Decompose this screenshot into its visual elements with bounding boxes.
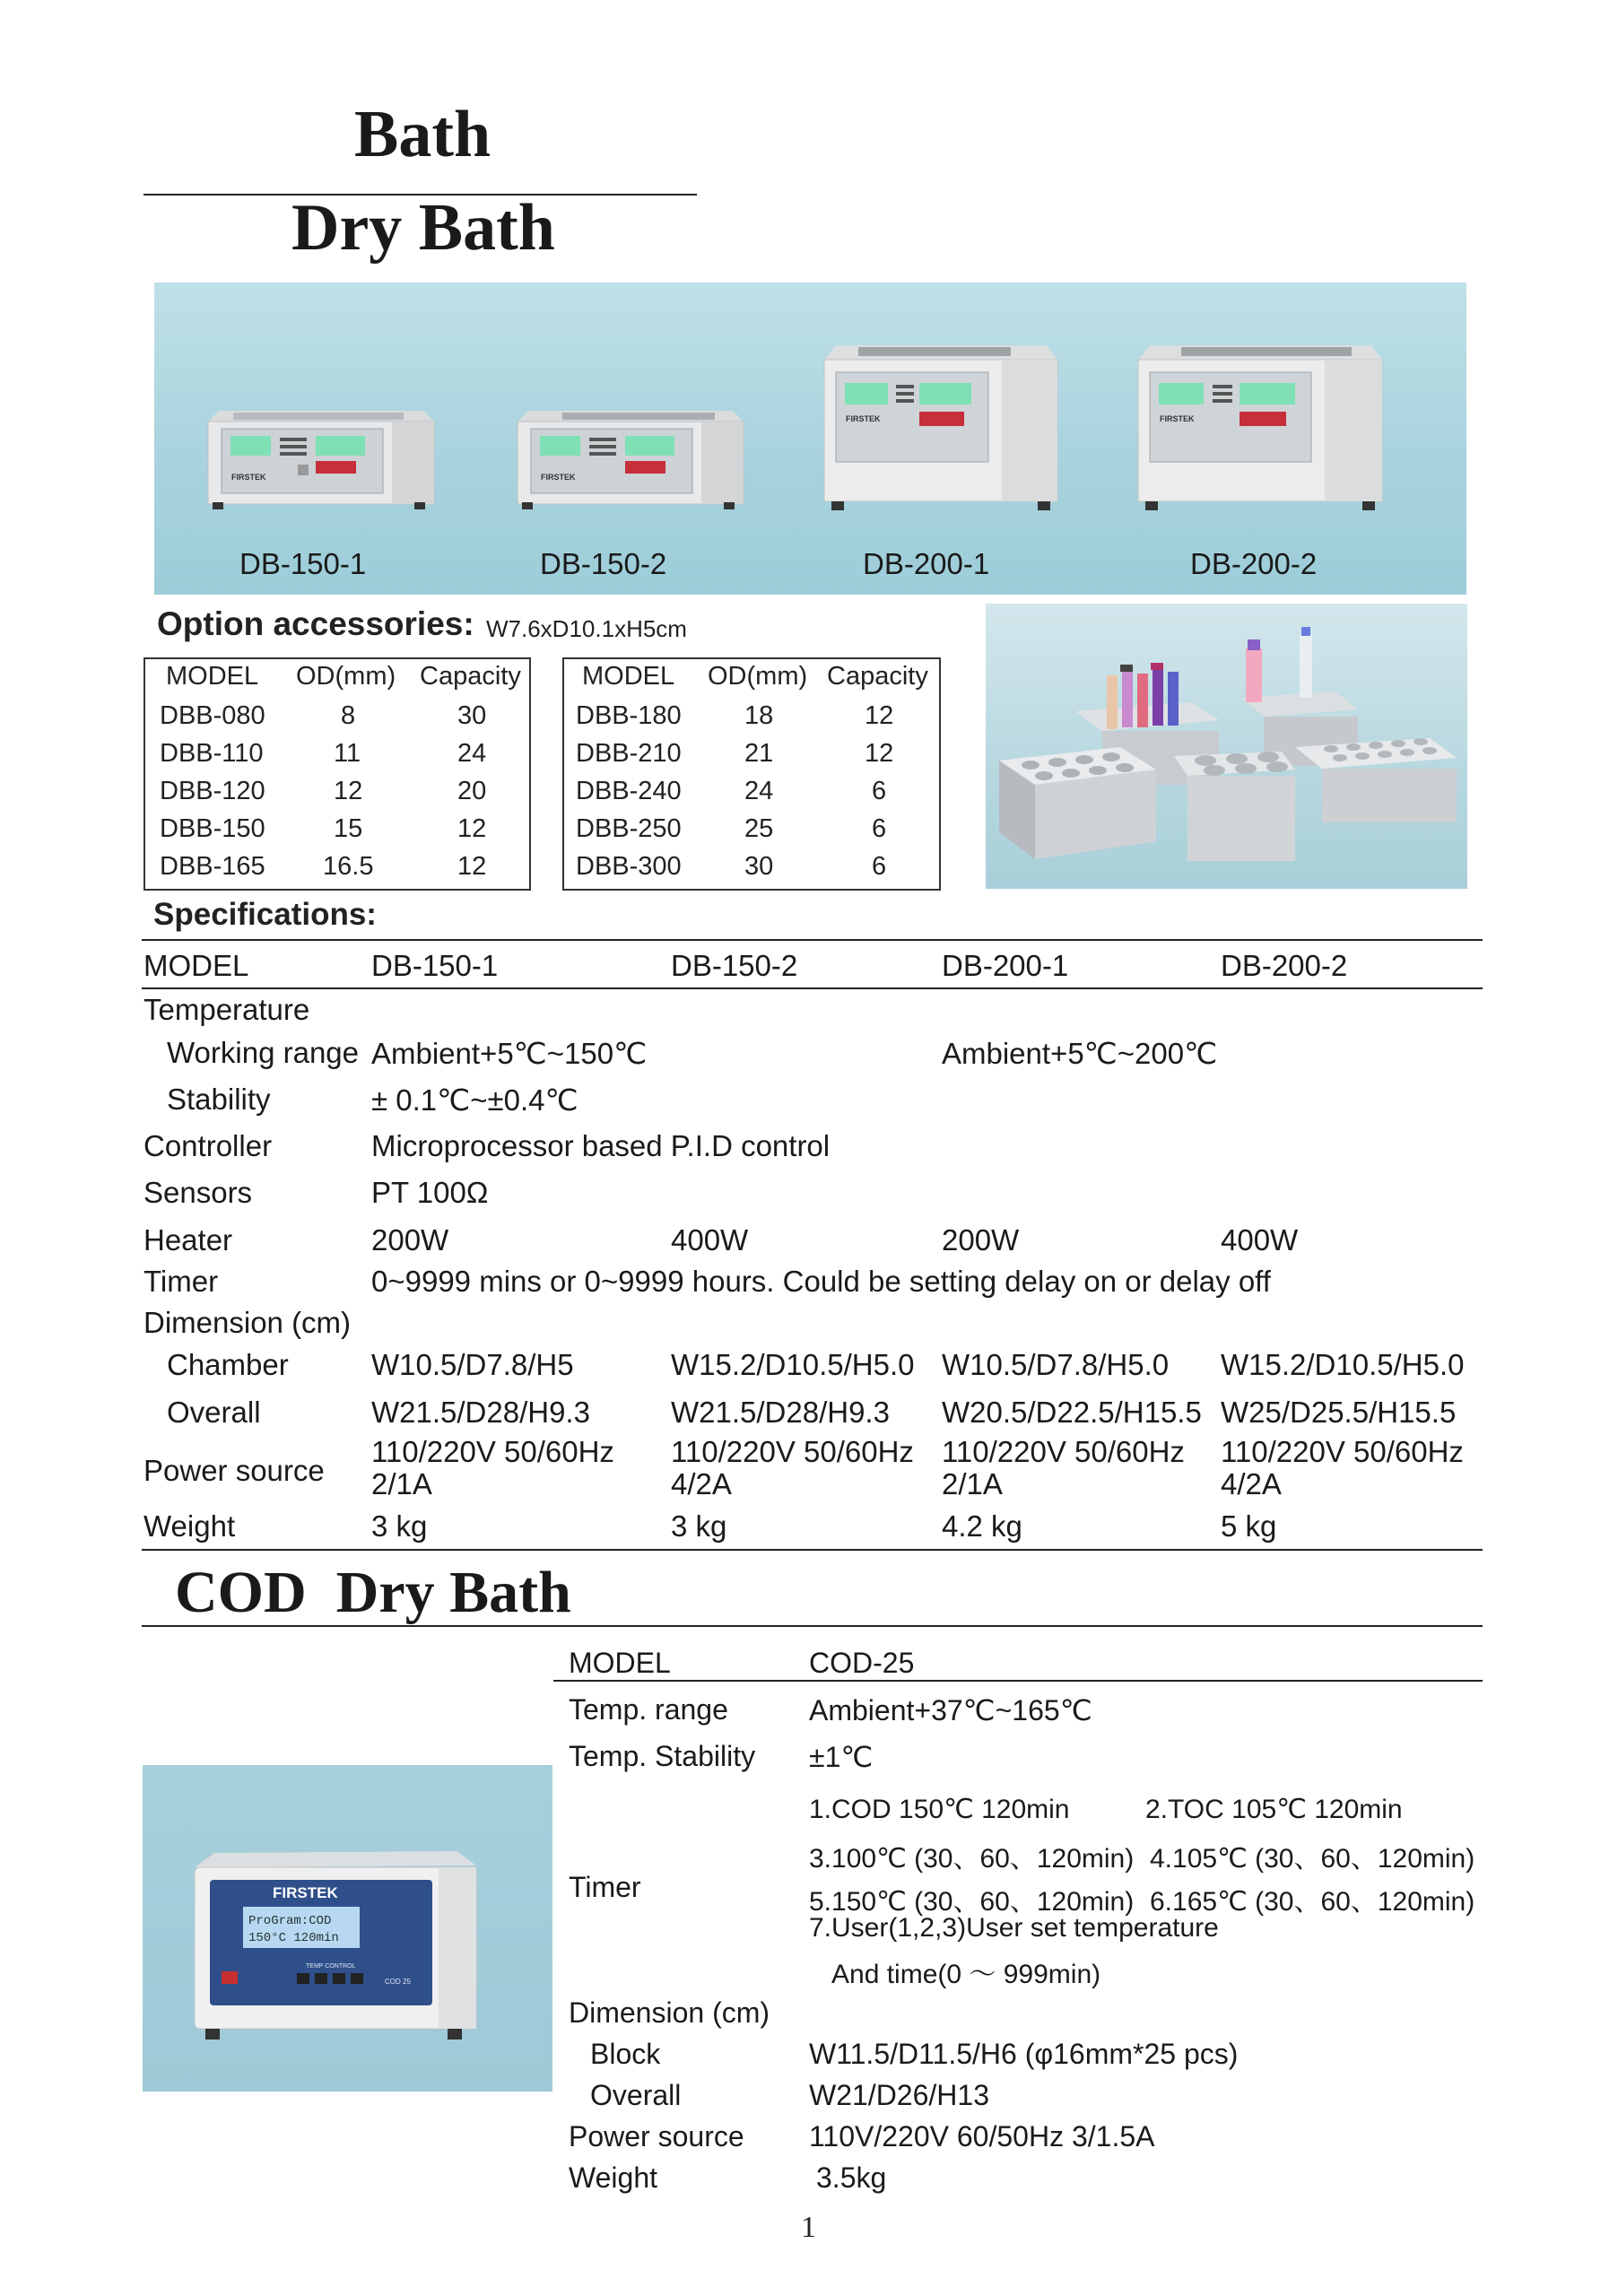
device-brand-label: FIRSTEK: [541, 473, 576, 482]
cell-od: 12: [334, 777, 363, 805]
cod-model-label: MODEL: [569, 1647, 671, 1679]
spec-controller-value: Microprocessor based P.I.D control: [371, 1129, 831, 1162]
cell-model: DBB-250: [576, 814, 682, 843]
cod-timer-line: And time(0 ～ 999min): [831, 1960, 1101, 1989]
spec-rule-bottom: [142, 1549, 1483, 1551]
cod-model-value: COD-25: [809, 1647, 915, 1679]
accessories-table-left: [144, 662, 529, 888]
spec-heater-value: 200W: [942, 1223, 1020, 1257]
spec-weight-value: 3 kg: [371, 1509, 428, 1543]
cell-capacity: 12: [865, 739, 894, 768]
column-header-capacity: Capacity: [827, 662, 928, 691]
spec-working-range-150: Ambient+5℃~150℃: [371, 1037, 648, 1070]
cod-block-label: Block: [590, 2038, 661, 2070]
spec-dimension-label: Dimension (cm): [144, 1306, 352, 1339]
spec-power-line1: 110/220V 50/60Hz: [942, 1435, 1185, 1468]
spec-overall-value: W25/D25.5/H15.5: [1221, 1396, 1457, 1429]
spec-chamber-value: W10.5/D7.8/H5: [371, 1348, 574, 1381]
accessories-table-right: [562, 662, 939, 888]
cod-dimension-label: Dimension (cm): [569, 1996, 770, 2029]
spec-chamber-value: W10.5/D7.8/H5.0: [942, 1348, 1170, 1381]
spec-controller-label: Controller: [144, 1129, 273, 1162]
dry-bath-product-photo: [154, 283, 1466, 595]
cell-capacity: 24: [457, 739, 487, 768]
cell-model: DBB-180: [576, 701, 682, 730]
spec-heater-value: 400W: [1221, 1223, 1299, 1257]
spec-working-range-label: Working range: [167, 1036, 360, 1069]
spec-model-label: MODEL: [144, 949, 249, 982]
spec-chamber-value: W15.2/D10.5/H5.0: [1221, 1348, 1465, 1381]
cod-overall-value: W21/D26/H13: [809, 2079, 989, 2111]
cell-model: DBB-165: [160, 852, 265, 881]
spec-model-db-200-2: DB-200-2: [1221, 949, 1348, 982]
cod-timer-line: 4.105℃ (30、60、120min): [1150, 1844, 1475, 1874]
cod-block-value: W11.5/D11.5/H6 (φ16mm*25 pcs): [809, 2038, 1239, 2070]
product-label-db-200-2: DB-200-2: [1190, 547, 1318, 580]
spec-model-db-200-1: DB-200-1: [942, 949, 1069, 982]
cell-od: 18: [744, 701, 774, 730]
cell-od: 11: [334, 739, 361, 768]
spec-power-line1: 110/220V 50/60Hz: [1221, 1435, 1464, 1468]
cell-capacity: 20: [457, 777, 487, 805]
column-header-od: OD(mm): [708, 662, 808, 691]
specifications-title: Specifications:: [153, 897, 377, 932]
cell-od: 16.5: [323, 852, 374, 881]
cod-device-panel-label: TEMP CONTROL: [306, 1963, 356, 1970]
cod-timer-line: 6.165℃ (30、60、120min): [1150, 1887, 1475, 1917]
cod-timer-line: 5.150℃ (30、60、120min): [809, 1887, 1135, 1917]
spec-rule-top: [142, 939, 1483, 941]
spec-power-line1: 110/220V 50/60Hz: [671, 1435, 914, 1468]
cod-weight-value: 3.5kg: [816, 2161, 887, 2194]
spec-power-line2: 2/1A: [942, 1467, 1003, 1500]
device-db-200-2-image: [1127, 336, 1396, 516]
spec-heater-value: 400W: [671, 1223, 749, 1257]
spec-model-db-150-2: DB-150-2: [671, 949, 798, 982]
spec-stability-label: Stability: [167, 1083, 271, 1116]
spec-power-line1: 110/220V 50/60Hz: [371, 1435, 614, 1468]
cod-temp-stability-label: Temp. Stability: [569, 1740, 756, 1772]
spec-model-db-150-1: DB-150-1: [371, 949, 499, 982]
cod-timer-line: 7.User(1,2,3)User set temperature: [809, 1913, 1219, 1943]
device-db-200-1-image: [813, 336, 1074, 516]
section-title-dry-bath: Dry Bath: [291, 191, 555, 265]
cell-model: DBB-240: [576, 777, 682, 805]
cod-timer-line: 2.TOC 105℃ 120min: [1145, 1795, 1403, 1824]
cod-overall-label: Overall: [590, 2079, 682, 2111]
accessories-dimension: W7.6xD10.1xH5cm: [486, 615, 687, 642]
cod-rule-title: [142, 1625, 1483, 1627]
section-title-cod-dry-bath: COD Dry Bath: [175, 1560, 571, 1625]
product-label-db-150-1: DB-150-1: [239, 547, 367, 580]
page-number: 1: [801, 2211, 816, 2244]
cod-temp-stability-value: ±1℃: [809, 1741, 874, 1773]
spec-chamber-label: Chamber: [167, 1348, 289, 1381]
spec-stability-value: ± 0.1℃~±0.4℃: [371, 1083, 578, 1117]
cell-od: 30: [744, 852, 774, 881]
cod-device-display-line2: 150°C 120min: [248, 1931, 339, 1945]
cod-temp-range-value: Ambient+37℃~165℃: [809, 1694, 1092, 1726]
cell-model: DBB-300: [576, 852, 682, 881]
cod-power-label: Power source: [569, 2120, 744, 2152]
cod-timer-line: 3.100℃ (30、60、120min): [809, 1844, 1135, 1874]
spec-overall-value: W21.5/D28/H9.3: [671, 1396, 890, 1429]
accessories-title: Option accessories:: [157, 605, 474, 642]
spec-overall-value: W21.5/D28/H9.3: [371, 1396, 590, 1429]
cell-capacity: 12: [457, 814, 487, 843]
device-db-150-1-image: [199, 395, 441, 511]
cod-timer-line: 1.COD 150℃ 120min: [809, 1795, 1070, 1824]
spec-heater-label: Heater: [144, 1223, 233, 1257]
device-brand-label: FIRSTEK: [1160, 414, 1195, 423]
spec-weight-value: 3 kg: [671, 1509, 727, 1543]
cell-od: 24: [744, 777, 774, 805]
column-header-model: MODEL: [166, 662, 259, 691]
cod-device-brand: FIRSTEK: [273, 1884, 338, 1901]
cell-capacity: 12: [457, 852, 487, 881]
page-title: Bath: [354, 98, 491, 171]
cell-capacity: 12: [865, 701, 894, 730]
cod-device-display-line1: ProGram:COD: [248, 1914, 332, 1928]
cod-temp-range-label: Temp. range: [569, 1693, 728, 1726]
product-label-db-150-2: DB-150-2: [540, 547, 667, 580]
spec-sensors-value: PT 100Ω: [371, 1176, 489, 1209]
cell-model: DBB-080: [160, 701, 265, 730]
spec-power-line2: 4/2A: [1221, 1467, 1282, 1500]
spec-chamber-value: W15.2/D10.5/H5.0: [671, 1348, 915, 1381]
cell-od: 8: [341, 701, 356, 730]
device-brand-label: FIRSTEK: [231, 473, 266, 482]
cell-model: DBB-120: [160, 777, 265, 805]
spec-power-line2: 2/1A: [371, 1467, 432, 1500]
cell-capacity: 6: [872, 852, 887, 881]
spec-weight-value: 4.2 kg: [942, 1509, 1022, 1543]
spec-weight-label: Weight: [144, 1509, 236, 1543]
spec-timer-label: Timer: [144, 1265, 219, 1298]
cod-weight-label: Weight: [569, 2161, 658, 2194]
device-brand-label: FIRSTEK: [846, 414, 881, 423]
accessory-blocks-photo: [986, 604, 1467, 889]
spec-power-label: Power source: [144, 1454, 325, 1487]
column-header-od: OD(mm): [296, 662, 396, 691]
cell-model: DBB-210: [576, 739, 682, 768]
spec-overall-value: W20.5/D22.5/H15.5: [942, 1396, 1202, 1429]
spec-timer-value: 0~9999 mins or 0~9999 hours. Could be setting delay on or delay off: [371, 1265, 1271, 1298]
cell-od: 25: [744, 814, 774, 843]
spec-working-range-200: Ambient+5℃~200℃: [942, 1037, 1218, 1070]
spec-sensors-label: Sensors: [144, 1176, 253, 1209]
cell-od: 15: [334, 814, 363, 843]
cod-timer-label: Timer: [569, 1871, 641, 1903]
spec-power-line2: 4/2A: [671, 1467, 732, 1500]
spec-overall-label: Overall: [167, 1396, 261, 1429]
cell-capacity: 6: [872, 814, 887, 843]
cell-capacity: 6: [872, 777, 887, 805]
spec-rule-header: [142, 987, 1483, 989]
cell-model: DBB-150: [160, 814, 265, 843]
product-label-db-200-1: DB-200-1: [863, 547, 990, 580]
cell-od: 21: [744, 739, 774, 768]
device-db-150-2-image: [509, 395, 751, 511]
column-header-model: MODEL: [582, 662, 675, 691]
cod-power-value: 110V/220V 60/50Hz 3/1.5A: [809, 2120, 1155, 2152]
cod-device-model-label: COD 25: [385, 1978, 411, 1986]
spec-heater-value: 200W: [371, 1223, 449, 1257]
cell-model: DBB-110: [160, 739, 264, 768]
spec-weight-value: 5 kg: [1221, 1509, 1277, 1543]
cod-rule-header: [553, 1680, 1483, 1682]
cell-capacity: 30: [457, 701, 487, 730]
column-header-capacity: Capacity: [420, 662, 521, 691]
spec-temperature-label: Temperature: [144, 993, 310, 1026]
cod-device-photo: [143, 1765, 552, 2092]
